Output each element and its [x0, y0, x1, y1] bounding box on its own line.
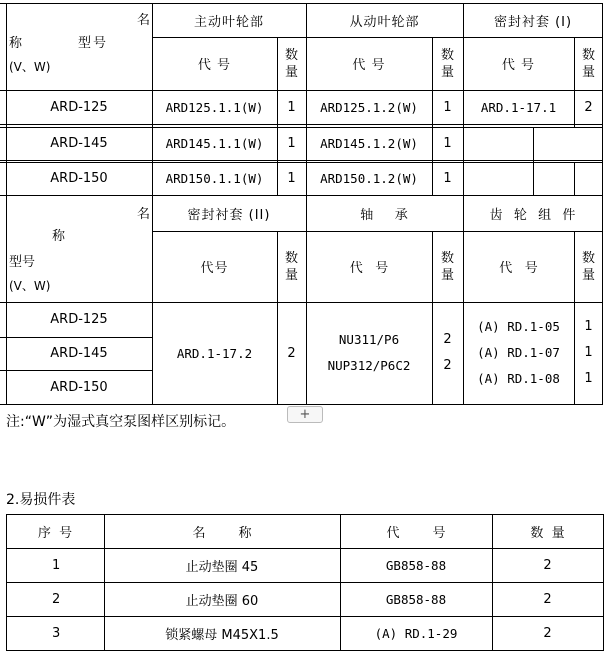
row-name: 止动垫圈 60	[185, 593, 259, 609]
corner-name-label: 名	[137, 13, 151, 28]
col-header-no: 序 号	[37, 525, 73, 541]
row-code: (A) RD.1-29	[374, 625, 458, 641]
code-cell: ARD145.1.1(W)	[165, 136, 264, 151]
row-code: GB858-88	[385, 591, 447, 607]
model-cell: ARD-125	[50, 312, 108, 327]
qty-cell: 1	[287, 136, 296, 151]
qty-header: 数 量	[440, 47, 454, 80]
corner-name-label-2: 称	[52, 229, 66, 244]
model-cell: ARD-125	[50, 99, 108, 115]
corner-name-label-2: 称	[9, 36, 23, 51]
qty-cell: 1	[287, 171, 296, 186]
corner-vw-label: (V、W)	[9, 60, 51, 74]
qty-cell: 2	[584, 99, 593, 115]
gear-code-cell: (A) RD.1-05 (A) RD.1-07 (A) RD.1-08	[477, 319, 560, 386]
code-header: 代 号	[349, 261, 389, 276]
qty-header: 数 量	[440, 250, 454, 283]
code-cell: ARD150.1.2(W)	[320, 171, 418, 186]
corner-vw-label: (V、W)	[9, 279, 51, 293]
code-cell: ARD150.1.1(W)	[165, 171, 264, 186]
row-qty: 2	[543, 625, 552, 641]
qty-cell: 1	[443, 171, 452, 186]
code-header: 代 号	[352, 58, 386, 73]
code-cell: ARD.1-17.1	[480, 99, 557, 115]
qty-cell: 1	[443, 136, 452, 151]
row-qty: 2	[543, 591, 552, 607]
seal2-qty-cell: 2	[287, 345, 296, 361]
qty-cell: 1	[287, 99, 296, 115]
row-name: 止动垫圈 45	[185, 559, 259, 575]
bearing-code-cell: NU311/P6 NUP312/P6C2	[327, 332, 411, 373]
row-no: 2	[52, 591, 61, 607]
corner-name-label: 名	[137, 207, 151, 222]
qty-cell: 1	[443, 99, 452, 115]
code-header: 代 号	[499, 261, 538, 276]
qty-header: 数 量	[581, 250, 595, 283]
code-header: 代号	[200, 261, 229, 276]
row-code: GB858-88	[385, 557, 447, 573]
group-bearing: 轴 承	[360, 207, 409, 223]
row-qty: 2	[543, 557, 552, 573]
col-header-name: 名 称	[192, 525, 252, 541]
qty-header: 数 量	[284, 47, 298, 80]
col-header-code: 代 号	[386, 525, 446, 541]
corner-model-label: 型号	[78, 36, 109, 51]
add-row-button[interactable]: +	[287, 406, 323, 423]
row-no: 1	[52, 557, 61, 573]
model-cell: ARD-145	[50, 136, 108, 151]
qty-header: 数 量	[284, 250, 298, 283]
group-gear-assembly: 齿 轮 组 件	[489, 207, 577, 223]
code-cell: ARD145.1.2(W)	[320, 136, 418, 151]
group-seal-2: 密封衬套 (II)	[187, 207, 271, 223]
model-cell: ARD-150	[50, 379, 108, 395]
seal2-code-cell: ARD.1-17.2	[176, 345, 253, 361]
row-no: 3	[52, 625, 61, 641]
corner-model-label: 型号	[9, 255, 36, 270]
code-cell: ARD125.1.2(W)	[320, 99, 418, 115]
group-seal-1: 密封衬套 (I)	[493, 14, 573, 30]
code-cell: ARD125.1.1(W)	[165, 99, 264, 115]
group-slave-impeller: 从动叶轮部	[349, 14, 420, 30]
bearing-qty-cell: 2 2	[443, 332, 452, 373]
row-name: 锁紧螺母 M45X1.5	[165, 627, 279, 643]
group-main-impeller: 主动叶轮部	[193, 14, 264, 30]
gear-qty-cell: 1 1 1	[584, 319, 593, 386]
col-header-qty: 数 量	[530, 525, 565, 541]
section-title: 2.易损件表	[6, 492, 76, 508]
code-header: 代 号	[197, 58, 232, 73]
model-cell: ARD-150	[50, 171, 108, 186]
code-header: 代 号	[501, 58, 536, 73]
model-cell: ARD-145	[50, 346, 108, 361]
qty-header: 数 量	[581, 47, 595, 80]
footnote: 注:“W”为湿式真空泵图样区别标记。	[6, 414, 236, 430]
